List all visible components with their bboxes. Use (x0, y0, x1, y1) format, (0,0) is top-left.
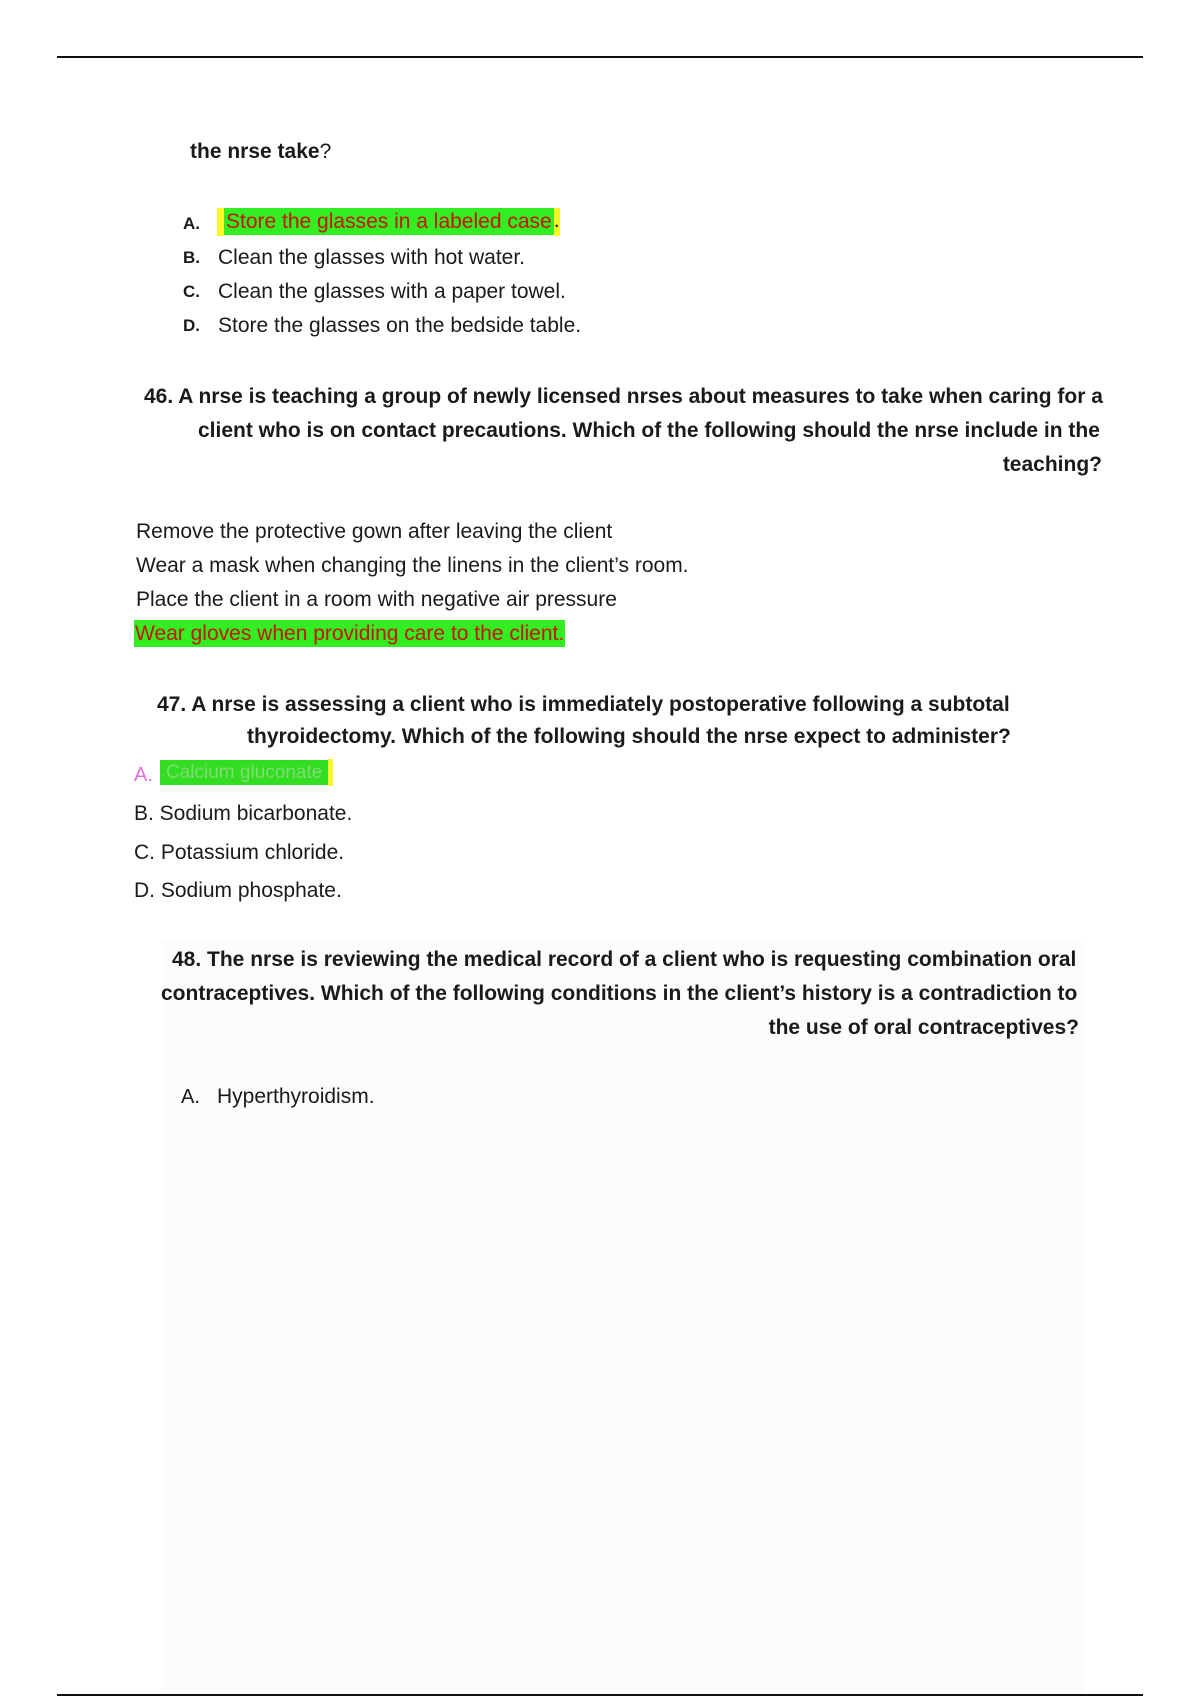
q45-option-b-text: Clean the glasses with hot water. (218, 246, 526, 269)
q47-option-a-text: Calcium gluconate (160, 760, 328, 785)
q46-option-1[interactable]: Remove the protective gown after leaving the client (136, 520, 613, 543)
q45-option-c-text: Clean the glasses with a paper towel. (218, 280, 566, 303)
q46-option-2[interactable]: Wear a mask when changing the linens in the client’s room. (136, 554, 689, 577)
q45-option-d-text: Store the glasses on the bedside table. (218, 314, 582, 337)
q47-option-a-letter: A. (134, 764, 153, 786)
q48-line-3: the use of oral contraceptives? (768, 1016, 1079, 1039)
q45-option-a-trail: . (554, 208, 560, 236)
q45-continuation (190, 139, 331, 165)
q45-option-c-letter: C. (183, 282, 200, 301)
q45-continuation-text: the nrse take (190, 140, 320, 163)
highlight-edge (328, 759, 333, 786)
q47-option-c[interactable]: C. Potassium chloride. (134, 841, 345, 864)
highlight-edge (217, 208, 224, 236)
q46-line-2: client who is on contact precautions. Which of the following should the nrse include in the (198, 419, 1100, 442)
q47-line-2: thyroidectomy. Which of the following should the nrse expect to administer? (247, 725, 1011, 748)
q45-option-a-text: Store the glasses in a labeled case (226, 209, 552, 233)
q46-line-1: 46. A nrse is teaching a group of newly licensed nrses about measures to take when caring for a (144, 385, 1103, 408)
q48-option-a-letter: A. (181, 1086, 200, 1108)
q48-line-2: contraceptives. Which of the following conditions in the client’s history is a contradiction to (161, 982, 1078, 1005)
header-rule (57, 56, 1143, 58)
q47-option-d[interactable]: D. Sodium phosphate. (134, 879, 342, 902)
q45-option-a-text-wrap (217, 208, 560, 236)
q48-line-1: 48. The nrse is reviewing the medical record of a client who is requesting combination oral (172, 948, 1077, 971)
footer-rule (57, 1694, 1143, 1696)
q47-option-a-text-wrap (160, 759, 333, 786)
q45-option-a-letter: A. (183, 214, 200, 233)
q45-continuation-qmark: ? (319, 140, 332, 163)
q46-option-4-text: Wear gloves when providing care to the client. (135, 622, 565, 645)
page-shade (162, 940, 1084, 1694)
q46-option-3[interactable]: Place the client in a room with negative air pressure (136, 588, 617, 611)
q45-option-b-letter: B. (183, 248, 200, 267)
q48-option-a-text: Hyperthyroidism. (217, 1085, 375, 1108)
q47-line-1: 47. A nrse is assessing a client who is immediately postoperative following a subtotal (157, 693, 1010, 716)
q46-option-4[interactable] (134, 621, 565, 647)
q46-line-3: teaching? (1002, 453, 1102, 476)
q45-option-d-letter: D. (183, 316, 200, 335)
q47-option-b[interactable]: B. Sodium bicarbonate. (134, 802, 353, 825)
